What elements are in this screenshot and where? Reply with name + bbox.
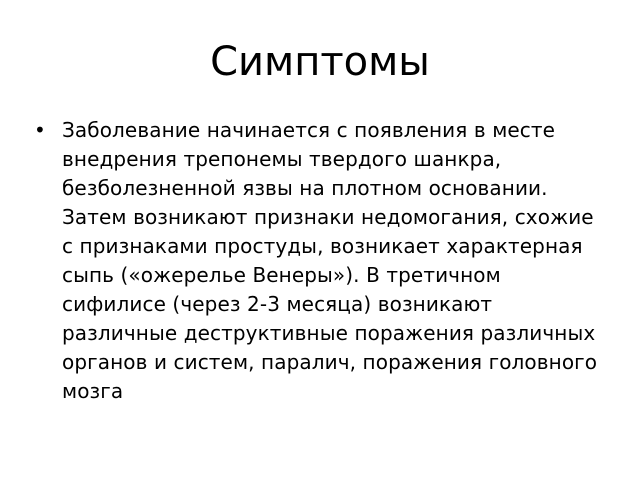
bullet-text: Заболевание начинается с появления в месте внедрения трепонемы твердого шанкра, безболезненной язвы на плотном основании. Затем возникают признаки недомогания, схожие с признаками простуды, возникает характерная сыпь («ожерелье Венеры»). В третичном сифилисе (через 2-3 месяца) возникают различные деструктивные поражения различных органов и систем, паралич, поражения головного мозга xyxy=(62,118,598,403)
bullet-marker: • xyxy=(34,118,46,142)
bullet-item xyxy=(34,116,604,406)
slide-title: Симптомы xyxy=(210,39,430,85)
bullet-list xyxy=(34,116,604,406)
